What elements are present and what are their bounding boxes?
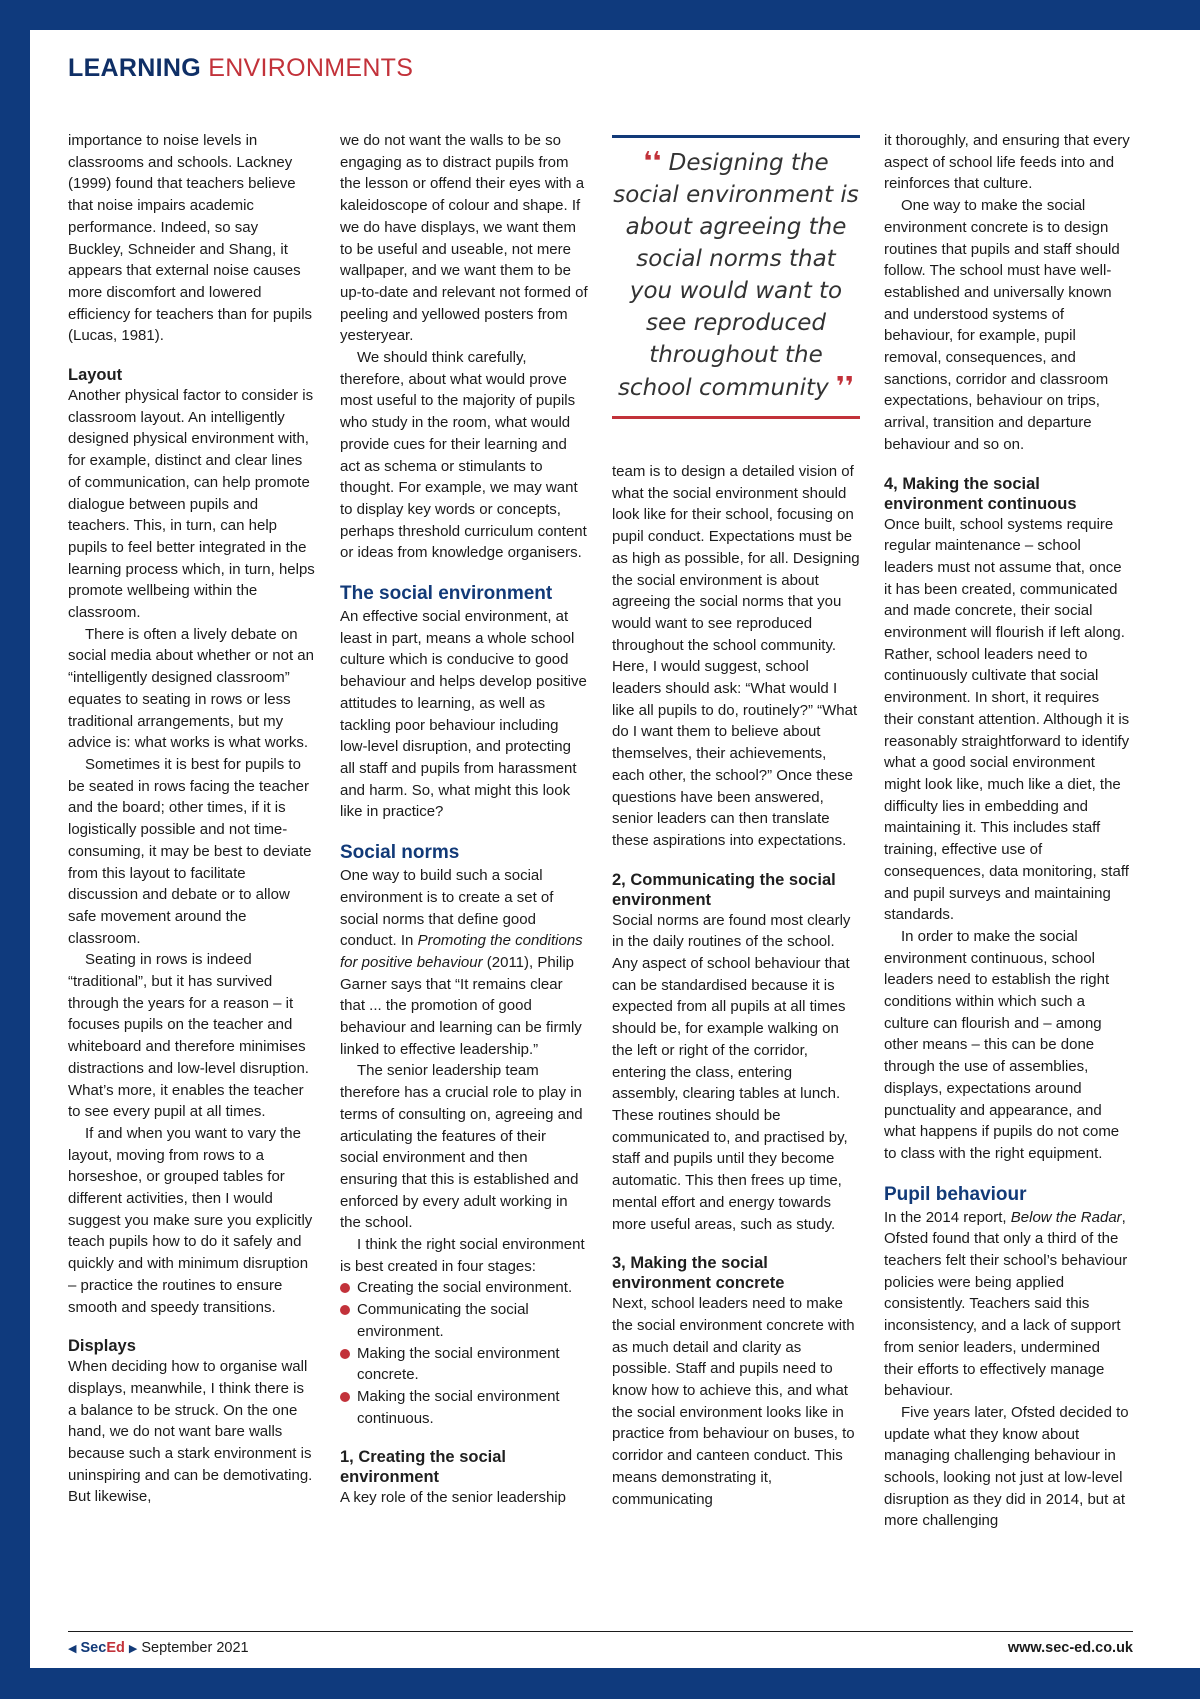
bullet-dot-icon bbox=[340, 1392, 350, 1402]
footer-left bbox=[68, 1640, 249, 1656]
footer-rule bbox=[68, 1631, 1133, 1632]
list-item bbox=[340, 1299, 588, 1342]
pull-quote bbox=[612, 135, 860, 419]
subheading-displays: Displays bbox=[68, 1337, 136, 1356]
close-quote-icon: ❜❜ bbox=[836, 372, 855, 402]
open-quote-icon: ❛❛ bbox=[643, 147, 662, 177]
column-4 bbox=[884, 130, 1132, 1532]
column-3 bbox=[612, 461, 860, 1510]
section-header-bold: LEARNING bbox=[68, 54, 201, 82]
subheading-concrete: 3, Making the social environment concrete bbox=[612, 1254, 785, 1293]
heading-social-norms: Social norms bbox=[340, 842, 460, 864]
paragraph: team is to design a detailed vision of what the social environment should look like for their school, focusing on pupil conduct. Expectations must be as high as possible, for all. Designing the social environment is about agreeing the social norms that you would want to see reproduced throughout the school community. Here, I would suggest, school leaders should ask: “What would I like all pupils to do, routinely?” “What do I want them to believe about themselves, their achievements, each other, the school?” Once these questions have been answered, senior leaders can then translate these aspirations into expectations. bbox=[612, 463, 860, 849]
paragraph bbox=[884, 1207, 1132, 1402]
column-2 bbox=[340, 130, 588, 1509]
paragraph: We should think carefully, therefore, about what would prove most useful to the majority of pupils who study in the room, what would provide cues for their learning and act as schema or stimulants to thought. For example, we may want to display key words or concepts, perhaps threshold curriculum content or ideas from knowledge organisers. bbox=[340, 349, 587, 562]
text-run: , Ofsted found that only a third of the teachers felt their school’s behaviour policies were being applied consistently. Teachers said this inconsistency, and a lack of support from senior leaders, undermined their efforts to effectively manage behaviour. bbox=[884, 1208, 1128, 1400]
text-run: In the 2014 report, bbox=[884, 1208, 1011, 1226]
paragraph: Social norms are found most clearly in the daily routines of the school. Any aspect of school behaviour that can be standardised because it is expected from all pupils at all times should be, for example walking on the left or right of the corridor, entering the class, entering assembly, clearing tables at lunch. These routines should be communicated to, and practised by, staff and pupils until they become automatic. This then frees up time, mental effort and energy towards more useful areas, such as study. bbox=[612, 911, 851, 1233]
section-header bbox=[68, 54, 413, 83]
paragraph: A key role of the senior leadership bbox=[340, 1489, 566, 1507]
website-link[interactable]: www.sec-ed.co.uk bbox=[1007, 1640, 1133, 1656]
paragraph: In order to make the social environment continuous, school leaders need to establish the right conditions within which such a culture can flourish and – among other means – this can be done through the use of assemblies, displays, expectations around punctuality and appearance, and what happens if pupils do not come to class with the right equipment. bbox=[884, 927, 1120, 1162]
stages-list bbox=[340, 1277, 588, 1429]
magazine-page bbox=[30, 30, 1200, 1668]
paragraph: One way to make the social environment concrete is to design routines that pupils and staff should follow. The school must have well-established and universally known and understood systems of behaviour, for example, pupil removal, consequences, and sanctions, corridor and classroom expectations, behaviour on trips, arrival, transition and departure behaviour and so on. bbox=[884, 197, 1120, 453]
subheading-creating: 1, Creating the social environment bbox=[340, 1448, 506, 1487]
text-run: (2011), Philip Garner says that “It remains clear that ... the promotion of good behaviour and learning can be firmly linked to effective leadership.” bbox=[340, 953, 582, 1058]
list-item-text: Making the social environment continuous. bbox=[357, 1387, 560, 1427]
subheading-continuous: 4, Making the social environment continuous bbox=[884, 474, 1077, 513]
text-run: One way to build such a social environment is to create a set of social norms that define good conduct. In bbox=[340, 867, 554, 950]
paragraph: Next, school leaders need to make the social environment concrete with as much detail and clarity as possible. Staff and pupils need to know how to achieve this, and what the social environment looks like in practice from behaviour on buses, to corridor and canteen conduct. This means demonstrating it, communicating bbox=[612, 1295, 855, 1508]
subheading-communicating: 2, Communicating the social environment bbox=[612, 870, 836, 909]
paragraph: Five years later, Ofsted decided to update what they know about managing challenging behaviour in schools, looking not just at low-level disruption as they did in 2014, but at more challenging bbox=[884, 1403, 1129, 1530]
paragraph bbox=[340, 865, 588, 1060]
paragraph: Seating in rows is indeed “traditional”, but it has survived through the years for a reason – it focuses pupils on the teacher and whiteboard and therefore minimises distractions and low-level disruption. What’s more, it enables the teacher to see every pupil at all times. bbox=[68, 951, 309, 1121]
paragraph: Another physical factor to consider is classroom layout. An intelligently designed physical environment with, for example, distinct and clear lines of communication, can help promote dialogue between pupils and teachers. This, in turn, can help pupils to feel better integrated in the learning process which, in turn, helps promote wellbeing within the classroom. bbox=[68, 387, 315, 622]
prev-arrow-icon[interactable]: ◀ bbox=[68, 1643, 77, 1655]
brand-logo bbox=[81, 1640, 125, 1656]
next-arrow-icon[interactable]: ▶ bbox=[128, 1643, 138, 1655]
cited-title: Below the Radar bbox=[1010, 1208, 1122, 1226]
paragraph: If and when you want to vary the layout, moving from rows to a horseshoe, or grouped tables for different activities, then I would suggest you make sure you explicitly teach pupils how to do it safely and quickly and with minimum disruption – practice the routines to ensure smooth and speedy transitions. bbox=[68, 1124, 313, 1316]
paragraph: I think the right social environment is best created in four stages: bbox=[340, 1236, 585, 1275]
bullet-dot-icon bbox=[340, 1283, 350, 1293]
list-item bbox=[340, 1386, 588, 1429]
paragraph: Sometimes it is best for pupils to be seated in rows facing the teacher and the board; other times, if it is logistically possible and not time-consuming, it may be best to deviate from this layout to facilitate discussion and debate or to allow safe movement around the classroom. bbox=[68, 755, 312, 947]
brand-logo-ed: Ed bbox=[106, 1640, 125, 1656]
heading-social-environment: The social environment bbox=[340, 583, 553, 605]
list-item bbox=[340, 1277, 588, 1299]
list-item bbox=[340, 1343, 588, 1386]
paragraph: we do not want the walls to be so engaging as to distract pupils from the lesson or offend their eyes with a kaleidoscope of colour and shape. If we do have displays, we want them to be useful and useable, not mere wallpaper, and we want them to be up-to-date and relevant not formed of peeling and yellowed posters from yesteryear. bbox=[340, 132, 588, 345]
issue-date: September 2021 bbox=[141, 1640, 249, 1656]
bullet-dot-icon bbox=[340, 1349, 350, 1359]
list-item-text: Communicating the social environment. bbox=[357, 1301, 529, 1340]
paragraph: There is often a lively debate on social media about whether or not an “intelligently designed classroom” equates to seating in rows or less traditional arrangements, but my advice is: what works is what works. bbox=[68, 625, 314, 752]
subheading-layout: Layout bbox=[68, 366, 123, 385]
cited-title: Promoting the conditions for positive behaviour bbox=[340, 932, 583, 971]
paragraph: Once built, school systems require regular maintenance – school leaders must not assume that, once it has been created, communicated and made concrete, their social environment will flourish if left along. Rather, school leaders need to continuously cultivate that social environment. In short, it requires their constant attention. Although it is reasonably straightforward to identify what a good social environment might look like, much like a diet, the difficulty lies in embedding and maintaining it. This includes staff training, effective use of consequences, data monitoring, staff and pupil surveys and maintaining standards. bbox=[884, 515, 1130, 924]
paragraph: When deciding how to organise wall displays, meanwhile, I think there is a balance to be struck. On the one hand, we do not want bare walls because such a stark environment is uninspiring and can be demotivating. But likewise, bbox=[68, 1358, 313, 1506]
pull-quote-text: Designing the social environment is about agreeing the social norms that you would want to see reproduced throughout the school community bbox=[613, 150, 859, 401]
paragraph: importance to noise levels in classrooms and schools. Lackney (1999) found that teachers believe that noise impairs academic performance. Indeed, so say Buckley, Schneider and Shang, it appears that external noise causes more discomfort and lowered efficiency for teachers than for pupils (Lucas, 1981). bbox=[68, 132, 313, 345]
section-header-light: ENVIRONMENTS bbox=[208, 54, 414, 82]
column-1 bbox=[68, 130, 316, 1508]
paragraph: An effective social environment, at least in part, means a whole school culture which is conducive to good behaviour and helps develop positive attitudes to learning, as well as tackling poor behaviour including low-level disruption, and protecting all staff and pupils from harassment and harm. So, what might this look like in practice? bbox=[340, 608, 587, 821]
bullet-dot-icon bbox=[340, 1305, 350, 1315]
paragraph: it thoroughly, and ensuring that every aspect of school life feeds into and reinforces that culture. bbox=[884, 132, 1130, 193]
brand-logo-sec: Sec bbox=[80, 1640, 107, 1656]
heading-pupil-behaviour: Pupil behaviour bbox=[884, 1183, 1027, 1205]
list-item-text: Making the social environment concrete. bbox=[357, 1344, 560, 1384]
paragraph: The senior leadership team therefore has a crucial role to play in terms of consulting on, agreeing and articulating the features of their social environment and then ensuring that this is established and enforced by every adult working in the school. bbox=[340, 1062, 583, 1232]
list-item-text: Creating the social environment. bbox=[357, 1279, 573, 1297]
